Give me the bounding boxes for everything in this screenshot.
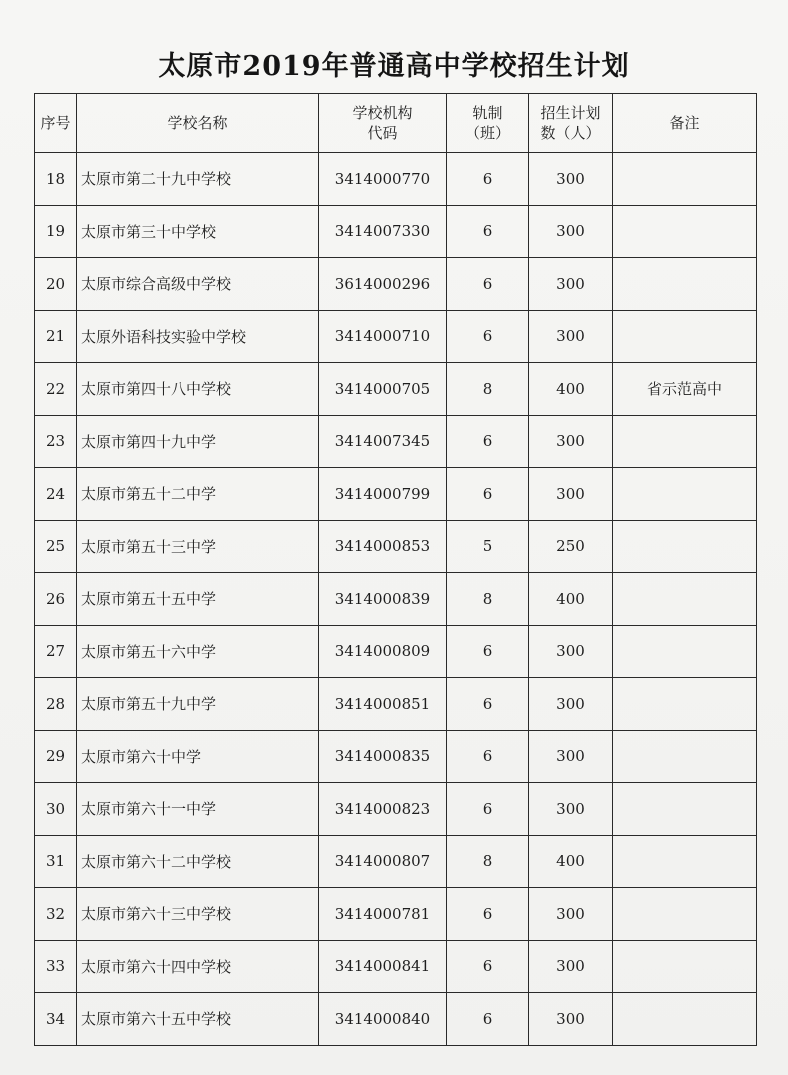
cell-school-name: 太原市第六十四中学校	[77, 940, 319, 993]
cell-enrollment-plan: 300	[529, 153, 613, 206]
cell-note	[613, 520, 757, 573]
cell-school-name: 太原市第五十三中学	[77, 520, 319, 573]
cell-seq: 34	[35, 993, 77, 1046]
cell-enrollment-plan: 300	[529, 310, 613, 363]
cell-school-name: 太原市第五十六中学	[77, 625, 319, 678]
cell-seq: 27	[35, 625, 77, 678]
cell-enrollment-plan: 300	[529, 730, 613, 783]
cell-note	[613, 993, 757, 1046]
cell-note	[613, 625, 757, 678]
cell-note	[613, 258, 757, 311]
header-plan-line1: 招生计划	[540, 104, 601, 122]
table-row	[35, 520, 757, 573]
cell-enrollment-plan: 300	[529, 415, 613, 468]
table-row	[35, 205, 757, 258]
header-code-line1: 学校机构	[352, 104, 413, 122]
cell-institution-code: 3414000799	[319, 468, 447, 521]
header-track-line1: 轨制	[472, 104, 503, 122]
cell-enrollment-plan: 300	[529, 783, 613, 836]
table-row	[35, 153, 757, 206]
cell-seq: 25	[35, 520, 77, 573]
cell-note	[613, 783, 757, 836]
table-row	[35, 415, 757, 468]
cell-note	[613, 940, 757, 993]
cell-track: 5	[447, 520, 529, 573]
cell-note	[613, 678, 757, 731]
header-track	[447, 94, 529, 153]
cell-institution-code: 3414000809	[319, 625, 447, 678]
cell-track: 6	[447, 993, 529, 1046]
cell-school-name: 太原市第五十二中学	[77, 468, 319, 521]
cell-track: 6	[447, 625, 529, 678]
cell-seq: 20	[35, 258, 77, 311]
cell-seq: 26	[35, 573, 77, 626]
cell-enrollment-plan: 300	[529, 468, 613, 521]
table-row	[35, 783, 757, 836]
cell-school-name: 太原市第五十九中学	[77, 678, 319, 731]
cell-note: 省示范高中	[613, 363, 757, 416]
header-track-line2: （班）	[464, 124, 510, 142]
cell-note	[613, 153, 757, 206]
cell-institution-code: 3414000839	[319, 573, 447, 626]
cell-track: 8	[447, 835, 529, 888]
cell-track: 8	[447, 363, 529, 416]
cell-institution-code: 3414000835	[319, 730, 447, 783]
cell-institution-code: 3414000770	[319, 153, 447, 206]
cell-school-name: 太原市第六十三中学校	[77, 888, 319, 941]
table-row	[35, 625, 757, 678]
cell-track: 6	[447, 258, 529, 311]
cell-track: 6	[447, 153, 529, 206]
header-note: 备注	[613, 94, 757, 153]
cell-school-name: 太原市第六十二中学校	[77, 835, 319, 888]
header-code-line2: 代码	[367, 124, 398, 142]
cell-institution-code: 3414000823	[319, 783, 447, 836]
table-row	[35, 678, 757, 731]
cell-seq: 19	[35, 205, 77, 258]
cell-track: 6	[447, 468, 529, 521]
table-header-row	[35, 94, 757, 153]
cell-track: 6	[447, 888, 529, 941]
header-enrollment-plan	[529, 94, 613, 153]
table-row	[35, 835, 757, 888]
cell-school-name: 太原市综合高级中学校	[77, 258, 319, 311]
cell-track: 6	[447, 678, 529, 731]
table-body	[35, 153, 757, 1046]
cell-school-name: 太原市第三十中学校	[77, 205, 319, 258]
cell-enrollment-plan: 400	[529, 573, 613, 626]
cell-seq: 18	[35, 153, 77, 206]
enrollment-table	[34, 93, 757, 1046]
cell-track: 6	[447, 205, 529, 258]
header-seq: 序号	[35, 94, 77, 153]
cell-institution-code: 3414000841	[319, 940, 447, 993]
cell-school-name: 太原市第二十九中学校	[77, 153, 319, 206]
cell-enrollment-plan: 300	[529, 258, 613, 311]
header-school-name: 学校名称	[77, 94, 319, 153]
page-title: 太原市2019年普通高中学校招生计划	[158, 51, 630, 82]
cell-institution-code: 3414000807	[319, 835, 447, 888]
cell-institution-code: 3414000781	[319, 888, 447, 941]
cell-seq: 33	[35, 940, 77, 993]
table-row	[35, 468, 757, 521]
cell-school-name: 太原市第四十八中学校	[77, 363, 319, 416]
cell-institution-code: 3414007345	[319, 415, 447, 468]
cell-seq: 28	[35, 678, 77, 731]
cell-enrollment-plan: 250	[529, 520, 613, 573]
cell-school-name: 太原外语科技实验中学校	[77, 310, 319, 363]
cell-note	[613, 573, 757, 626]
cell-note	[613, 468, 757, 521]
cell-seq: 30	[35, 783, 77, 836]
header-plan-line2: 数（人）	[540, 124, 601, 142]
cell-track: 6	[447, 415, 529, 468]
cell-track: 6	[447, 730, 529, 783]
cell-note	[613, 835, 757, 888]
cell-note	[613, 310, 757, 363]
table-row	[35, 310, 757, 363]
table-row	[35, 363, 757, 416]
cell-seq: 29	[35, 730, 77, 783]
cell-institution-code: 3414000840	[319, 993, 447, 1046]
cell-seq: 32	[35, 888, 77, 941]
header-institution-code	[319, 94, 447, 153]
cell-enrollment-plan: 300	[529, 625, 613, 678]
cell-school-name: 太原市第四十九中学	[77, 415, 319, 468]
cell-seq: 21	[35, 310, 77, 363]
table-row	[35, 993, 757, 1046]
cell-school-name: 太原市第六十五中学校	[77, 993, 319, 1046]
cell-institution-code: 3614000296	[319, 258, 447, 311]
cell-enrollment-plan: 300	[529, 888, 613, 941]
cell-seq: 31	[35, 835, 77, 888]
cell-enrollment-plan: 300	[529, 993, 613, 1046]
table-row	[35, 258, 757, 311]
cell-school-name: 太原市第五十五中学	[77, 573, 319, 626]
cell-seq: 24	[35, 468, 77, 521]
table-row	[35, 940, 757, 993]
cell-track: 6	[447, 310, 529, 363]
cell-seq: 23	[35, 415, 77, 468]
cell-enrollment-plan: 300	[529, 205, 613, 258]
cell-school-name: 太原市第六十中学	[77, 730, 319, 783]
cell-track: 6	[447, 940, 529, 993]
cell-enrollment-plan: 300	[529, 678, 613, 731]
cell-note	[613, 888, 757, 941]
cell-institution-code: 3414000853	[319, 520, 447, 573]
table-row	[35, 730, 757, 783]
cell-institution-code: 3414000705	[319, 363, 447, 416]
cell-institution-code: 3414000710	[319, 310, 447, 363]
cell-note	[613, 205, 757, 258]
cell-track: 6	[447, 783, 529, 836]
cell-enrollment-plan: 400	[529, 363, 613, 416]
table-row	[35, 888, 757, 941]
cell-institution-code: 3414000851	[319, 678, 447, 731]
cell-track: 8	[447, 573, 529, 626]
cell-seq: 22	[35, 363, 77, 416]
cell-school-name: 太原市第六十一中学	[77, 783, 319, 836]
table-row	[35, 573, 757, 626]
cell-note	[613, 415, 757, 468]
cell-enrollment-plan: 400	[529, 835, 613, 888]
cell-institution-code: 3414007330	[319, 205, 447, 258]
cell-enrollment-plan: 300	[529, 940, 613, 993]
cell-note	[613, 730, 757, 783]
